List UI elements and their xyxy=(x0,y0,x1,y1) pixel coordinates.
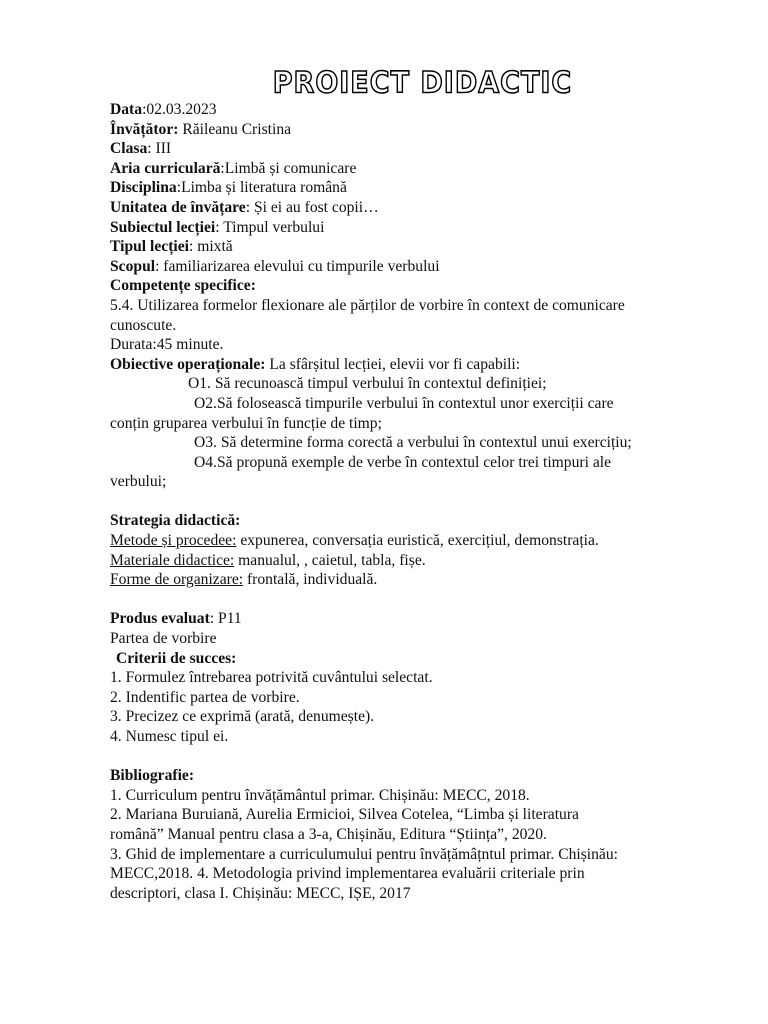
criterion-item: 3. Precizez ce exprimă (arată, denumește). xyxy=(110,708,375,726)
competence-item-line1: 5.4. Utilizarea formelor flexionare ale părților de vorbire în context de comunicare xyxy=(110,296,625,314)
objective-o4-line2: verbului; xyxy=(110,473,167,491)
discipline-line xyxy=(110,178,730,198)
learning-unit-value: : Și ei au fost copii… xyxy=(245,198,379,216)
duration-line: Durata:45 minute. xyxy=(110,336,224,354)
date-value: :02.03.2023 xyxy=(142,101,217,118)
teacher-value: Răileanu Cristina xyxy=(178,120,292,138)
objective-o2-line2: conțin gruparea verbului în funcție de timp; xyxy=(110,414,382,432)
evaluated-product-line xyxy=(110,609,730,629)
bibliography-line: 3. Ghid de implementare a curriculumului pentru învățămâțntul primar. Chișinău: xyxy=(110,845,618,863)
spacer xyxy=(110,747,730,767)
spacer xyxy=(110,590,730,610)
bibliography-line: descriptori, clasa I. Chișinău: MECC, IȘE, 2017 xyxy=(110,884,411,902)
bibliography-line: 1. Curriculum pentru învățământul primar. Chișinău: MECC, 2018. xyxy=(110,786,530,804)
methods-line xyxy=(110,531,730,551)
lesson-type-label: Tipul lecției xyxy=(110,238,189,256)
objectives-line xyxy=(110,355,730,375)
criterion-item: 1. Formulez întrebarea potrivită cuvântului selectat. xyxy=(110,669,433,687)
date-label: Data xyxy=(110,101,143,118)
purpose-value: : familiarizarea elevului cu timpurile verbului xyxy=(155,257,440,275)
lesson-subject-value: : Timpul verbului xyxy=(215,218,325,236)
methods-label: Metode și procedee: xyxy=(110,532,237,550)
strategy-heading: Strategia didactică: xyxy=(110,512,241,530)
objective-o1: O1. Să recunoască timpul verbului în contextul definiției; xyxy=(188,375,547,393)
objectives-label: Obiective operaționale: xyxy=(110,355,266,373)
lesson-subject-label: Subiectul lecției xyxy=(110,218,216,236)
organization-value: frontală, individuală. xyxy=(243,571,378,589)
teacher-label: Învățător: xyxy=(110,120,179,138)
lesson-type-value: : mixtă xyxy=(188,238,233,256)
lesson-subject-line xyxy=(110,218,730,238)
organization-label: Forme de organizare: xyxy=(110,571,244,589)
competence-item-line2: cunoscute. xyxy=(110,316,177,334)
purpose-label: Scopul xyxy=(110,257,156,275)
evaluated-product-value: : P11 xyxy=(209,610,242,628)
objective-o4-line1: O4.Să propună exemple de verbe în contextul celor trei timpuri ale xyxy=(194,453,611,471)
objective-o2-line1: O2.Să folosească timpurile verbului în contextul unor exerciții care xyxy=(194,394,614,412)
criterion-item: 2. Indentific partea de vorbire. xyxy=(110,688,300,706)
lesson-type-line xyxy=(110,237,730,257)
document-title: PROIECT DIDACTIC xyxy=(272,66,573,101)
materials-line xyxy=(110,551,730,571)
bibliography-line: 2. Mariana Buruiană, Aurelia Ermicioi, Silvea Cotelea, “Limba și literatura xyxy=(110,806,579,824)
discipline-value: :Limba și literatura română xyxy=(176,179,347,197)
teacher-line xyxy=(110,120,730,140)
curricular-area-line xyxy=(110,159,730,179)
objective-o3: O3. Să determine forma corectă a verbului în contextul unui exercițiu; xyxy=(194,434,632,452)
date-line xyxy=(110,100,730,120)
success-criteria-heading: Criterii de succes: xyxy=(116,649,237,667)
competences-heading: Competențe specifice: xyxy=(110,277,256,295)
bibliography-line: MECC,2018. 4. Metodologia privind implementarea evaluării criteriale prin xyxy=(110,865,585,883)
objectives-intro: La sfârșitul lecției, elevii vor fi capabili: xyxy=(265,355,521,373)
materials-label: Materiale didactice: xyxy=(110,551,235,569)
criterion-item: 4. Numesc tipul ei. xyxy=(110,728,229,745)
organization-line xyxy=(110,570,730,590)
materials-value: manualul, , caietul, tabla, fișe. xyxy=(234,551,426,569)
learning-unit-line xyxy=(110,198,730,218)
title-block xyxy=(110,68,710,102)
spacer xyxy=(110,492,730,512)
curricular-area-value: :Limbă și comunicare xyxy=(220,159,357,177)
learning-unit-label: Unitatea de învățare xyxy=(110,198,246,216)
curricular-area-label: Aria curriculară xyxy=(110,159,221,177)
purpose-line xyxy=(110,257,730,277)
class-value: : III xyxy=(147,140,172,158)
discipline-label: Disciplina xyxy=(110,179,177,197)
methods-value: expunerea, conversația euristică, exercițiul, demonstrația. xyxy=(236,532,599,550)
lesson-plan-document xyxy=(110,68,730,903)
part-of-speech-line: Partea de vorbire xyxy=(110,630,217,648)
evaluated-product-label: Produs evaluat xyxy=(110,610,210,628)
class-line xyxy=(110,139,730,159)
class-label: Clasa xyxy=(110,140,148,158)
bibliography-line: română” Manual pentru clasa a 3-a, Chișinău, Editura “Știința”, 2020. xyxy=(110,825,547,843)
bibliography-heading: Bibliografie: xyxy=(110,767,195,785)
